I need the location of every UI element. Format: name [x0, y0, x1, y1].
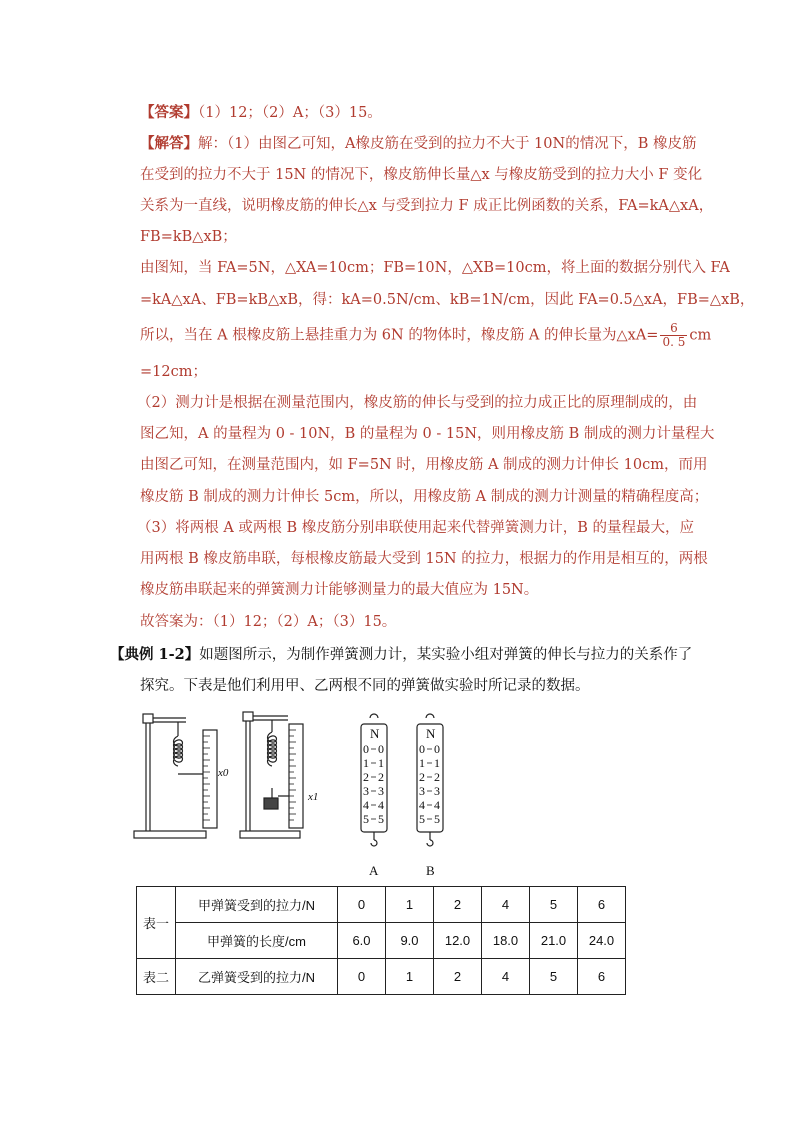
solution-line-6: =kA△xA、FB=kB△xB，得：kA=0.5N/cm、kB=1N/cm，因此 FA=0.5△xA，FB=△xB， — [140, 292, 755, 308]
answer-tag: 【答案】 — [140, 104, 198, 121]
table-row — [137, 959, 626, 995]
table-group-label: 表二 — [137, 959, 176, 995]
fraction-numerator: 6 — [660, 322, 687, 336]
table-row — [137, 923, 626, 959]
solution-line-10: 图乙知，A 的量程为 0 - 10N，B 的量程为 0 - 15N，则用橡皮筋 B 制成的测力计量程大 — [140, 426, 715, 442]
solution-line-9: （2）测力计是根据在测量范围内，橡皮筋的伸长与受到的拉力成正比的原理制成的，由 — [137, 395, 698, 411]
table-cell: 2 — [434, 887, 482, 923]
solution-line-7 — [140, 322, 711, 349]
question-text: 如题图所示，为制作弹簧测力计，某实验小组对弹簧的伸长与拉力的关系作了 — [199, 647, 693, 663]
label-a: A — [369, 863, 379, 878]
final-answer: 故答案为：（1）12；（2）A；（3）15。 — [140, 614, 397, 630]
table-cell: 12.0 — [434, 923, 482, 959]
scale-tick-label: 2 — [434, 770, 440, 784]
spring-1 — [174, 736, 183, 766]
scale-tick-label: 4 — [419, 798, 425, 812]
solution-tag: 【解答】 — [140, 135, 198, 152]
scale-tick-label: 1 — [434, 756, 440, 770]
label-x0: x0 — [218, 767, 229, 779]
scale-tick-label: 2 — [363, 770, 369, 784]
question-line-2: 探究。下表是他们利用甲、乙两根不同的弹簧做实验时所记录的数据。 — [140, 678, 590, 694]
solution-line-4: FB=kB△xB； — [140, 229, 237, 245]
scale-tick-label: 0 — [378, 742, 384, 756]
fraction — [660, 322, 687, 349]
solution-text: 关系为一直线，说明橡皮筋的伸长△x 与受到拉力 F 成正比例函数的关系， — [140, 198, 619, 214]
question-line-1 — [110, 645, 692, 665]
scale-tick-label: 5 — [419, 812, 425, 826]
scale-tick-label: 3 — [378, 784, 384, 798]
scale-tick-label: 4 — [378, 798, 384, 812]
solution-text: 所以，当在 A 根橡皮筋上悬挂重力为 6N 的物体时，橡皮筋 A 的伸长量为△xA= — [140, 327, 659, 344]
formula-fa: FA=kA△xA， — [618, 198, 714, 214]
table-cell: 6 — [578, 959, 626, 995]
scale-tick-label: 3 — [363, 784, 369, 798]
scale-tick-label: 0 — [363, 742, 369, 756]
table-header-cell: 甲弹簧受到的拉力/N — [176, 887, 338, 923]
solution-line-14: 用两根 B 橡皮筋串联，每根橡皮筋最大受到 15N 的拉力，根据力的作用是相互的，两根 — [140, 551, 708, 567]
table-header-cell: 乙弹簧受到的拉力/N — [176, 959, 338, 995]
table-cell: 1 — [386, 959, 434, 995]
table-header-cell: 甲弹簧的长度/cm — [176, 923, 338, 959]
table-cell: 2 — [434, 959, 482, 995]
solution-line-13: （3）将两根 A 或两根 B 橡皮筋分别串联使用起来代替弹簧测力计，B 的量程最大，应 — [137, 520, 695, 536]
scale-tick-label: 5 — [378, 812, 384, 826]
table-cell: 21.0 — [530, 923, 578, 959]
fraction-denominator: 0. 5 — [662, 335, 686, 349]
table-cell: 6 — [578, 887, 626, 923]
table-cell: 5 — [530, 959, 578, 995]
scale-tick-label: 5 — [434, 812, 440, 826]
spring-figures — [130, 710, 470, 880]
table-cell: 4 — [482, 887, 530, 923]
table-cell: 24.0 — [578, 923, 626, 959]
scale-a-unit: N — [370, 726, 380, 741]
table-cell: 9.0 — [386, 923, 434, 959]
label-b: B — [426, 863, 435, 878]
table-cell: 4 — [482, 959, 530, 995]
answer-text: （1）12；（2）A；（3）15。 — [198, 105, 382, 121]
scale-tick-label: 0 — [434, 742, 440, 756]
solution-line-12: 橡皮筋 B 制成的测力计伸长 5cm，所以，用橡皮筋 A 制成的测力计测量的精确程度高； — [140, 489, 709, 505]
table-cell: 5 — [530, 887, 578, 923]
scale-tick-label: 1 — [419, 756, 425, 770]
question-tag: 【典例 1-2】 — [110, 646, 200, 663]
unit-text: cm — [689, 327, 712, 344]
scale-b-unit: N — [426, 726, 436, 741]
scale-tick-label: 4 — [434, 798, 440, 812]
table-row — [137, 887, 626, 923]
solution-line-11: 由图乙可知，在测量范围内，如 F=5N 时，用橡皮筋 A 制成的测力计伸长 10cm，而用 — [140, 457, 708, 473]
solution-line-8: =12cm； — [140, 364, 207, 380]
solution-line-5: 由图知，当 FA=5N，△XA=10cm；FB=10N，△XB=10cm，将上面的数据分别代入 FA — [140, 260, 730, 276]
scale-tick-label: 2 — [378, 770, 384, 784]
spring-2 — [268, 732, 277, 766]
table-cell: 0 — [338, 887, 386, 923]
table-cell: 1 — [386, 887, 434, 923]
solution-line-1 — [140, 134, 696, 154]
scale-tick-label: 3 — [419, 784, 425, 798]
weight-block — [264, 798, 278, 809]
scale-tick-label: 5 — [363, 812, 369, 826]
stand-2 — [240, 712, 303, 838]
table-cell: 18.0 — [482, 923, 530, 959]
answer-line — [140, 103, 382, 123]
scale-tick-label: 1 — [378, 756, 384, 770]
scale-tick-label: 2 — [419, 770, 425, 784]
label-x1: x1 — [308, 791, 319, 803]
scale-tick-label: 0 — [419, 742, 425, 756]
solution-line-15: 橡皮筋串联起来的弹簧测力计能够测量力的最大值应为 15N。 — [140, 582, 539, 598]
data-table — [136, 886, 626, 995]
stand-1 — [134, 714, 217, 838]
table-cell: 0 — [338, 959, 386, 995]
table-group-label: 表一 — [137, 887, 176, 959]
scale-tick-label: 1 — [363, 756, 369, 770]
solution-text: 解：（1）由图乙可知，A橡皮筋在受到的拉力不大于 10N的情况下，B 橡皮筋 — [198, 136, 697, 152]
scale-tick-label: 4 — [363, 798, 369, 812]
scale-tick-label: 3 — [434, 784, 440, 798]
table-cell: 6.0 — [338, 923, 386, 959]
solution-line-2: 在受到的拉力不大于 15N 的情况下，橡皮筋伸长量△x 与橡皮筋受到的拉力大小 F 变化 — [140, 167, 703, 183]
solution-line-3 — [140, 196, 713, 216]
